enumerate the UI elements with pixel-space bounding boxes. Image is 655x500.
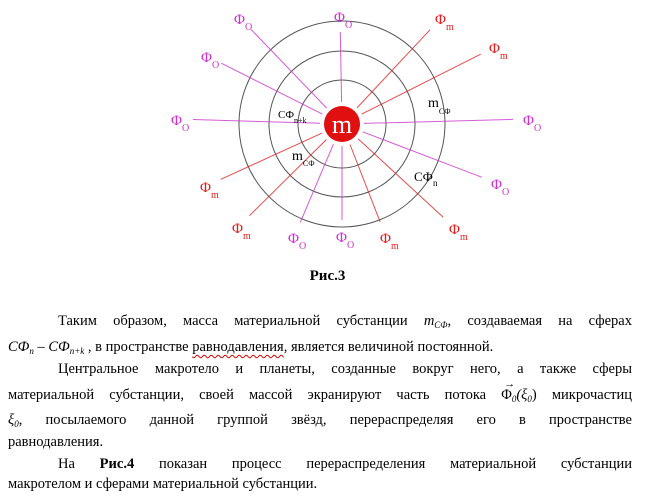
sphere-label-n-plus-k: $СФ_{n+k}$ — [278, 109, 307, 125]
flux-label: $\Phi_O$ — [288, 231, 307, 252]
flux-ray — [340, 32, 341, 102]
flux-label: $\Phi_O$ — [334, 10, 353, 31]
sphere-label-n: $СФ_n$ — [414, 169, 438, 188]
paragraph-1-line-2: $СФ_n - СФ_{n+k}$ , в пространстве равнодавления, является величиной постоянной. — [8, 339, 494, 356]
flux-label: $\Phi_m$ — [435, 12, 454, 33]
spellcheck-word: равнодавления — [192, 339, 284, 355]
figure-caption: Рис.3 — [309, 268, 346, 284]
mass-label-left: $m_{СФ}$ — [292, 149, 315, 168]
flux-label: $\Phi_O$ — [234, 12, 253, 33]
flux-label: $\Phi_m$ — [380, 231, 399, 252]
paragraph-2-line-4: равнодавления. — [8, 434, 104, 450]
paragraph-3-line-2: макротелом и сферами материальной субстанции. — [8, 476, 318, 492]
flux-label: $\Phi_O$ — [523, 113, 542, 134]
flux-ray — [357, 30, 430, 108]
flux-label: $\Phi_O$ — [171, 113, 190, 134]
central-body-label: m — [331, 110, 353, 139]
flux-ray — [300, 144, 333, 222]
flux-label: $\Phi_O$ — [201, 50, 220, 71]
flux-label: $\Phi_O$ — [336, 230, 355, 251]
paragraph-2-line-3: $\xi_0$ , посылаемого данной группой звёзд, перераспределяя его в пространстве — [8, 412, 632, 429]
flux-ray — [221, 63, 322, 114]
flux-ray — [251, 30, 327, 109]
flux-label: $\Phi_m$ — [489, 41, 508, 62]
flux-label: $\Phi_m$ — [449, 222, 468, 243]
paragraph-1-line-1: Таким образом, масса материальной субстанции $m_{СФ}$, создаваемая на сферах — [58, 313, 632, 330]
paragraph-3-line-1: На Рис.4 показан процесс перераспределения материальной субстанции — [58, 456, 632, 472]
flux-ray — [221, 133, 322, 179]
flux-label: $\Phi_m$ — [232, 221, 251, 242]
paragraph-2-line-2: материальной субстанции, своей массой экранируют часть потока → $\Phi_0(\xi_0)$ микрочастиц — [8, 383, 632, 412]
paragraph-2-line-1: Центральное макротело и планеты, созданные вокруг него, а также сферы — [58, 361, 632, 377]
flux-symbol: → $\Phi_0(\xi_0)$ — [501, 378, 537, 404]
flux-ray — [249, 140, 326, 216]
flux-ray — [350, 145, 380, 223]
flux-label: $\Phi_m$ — [200, 180, 219, 201]
flux-label: $\Phi_O$ — [491, 177, 510, 198]
mass-label-right: $m_{СФ}$ — [428, 96, 451, 116]
